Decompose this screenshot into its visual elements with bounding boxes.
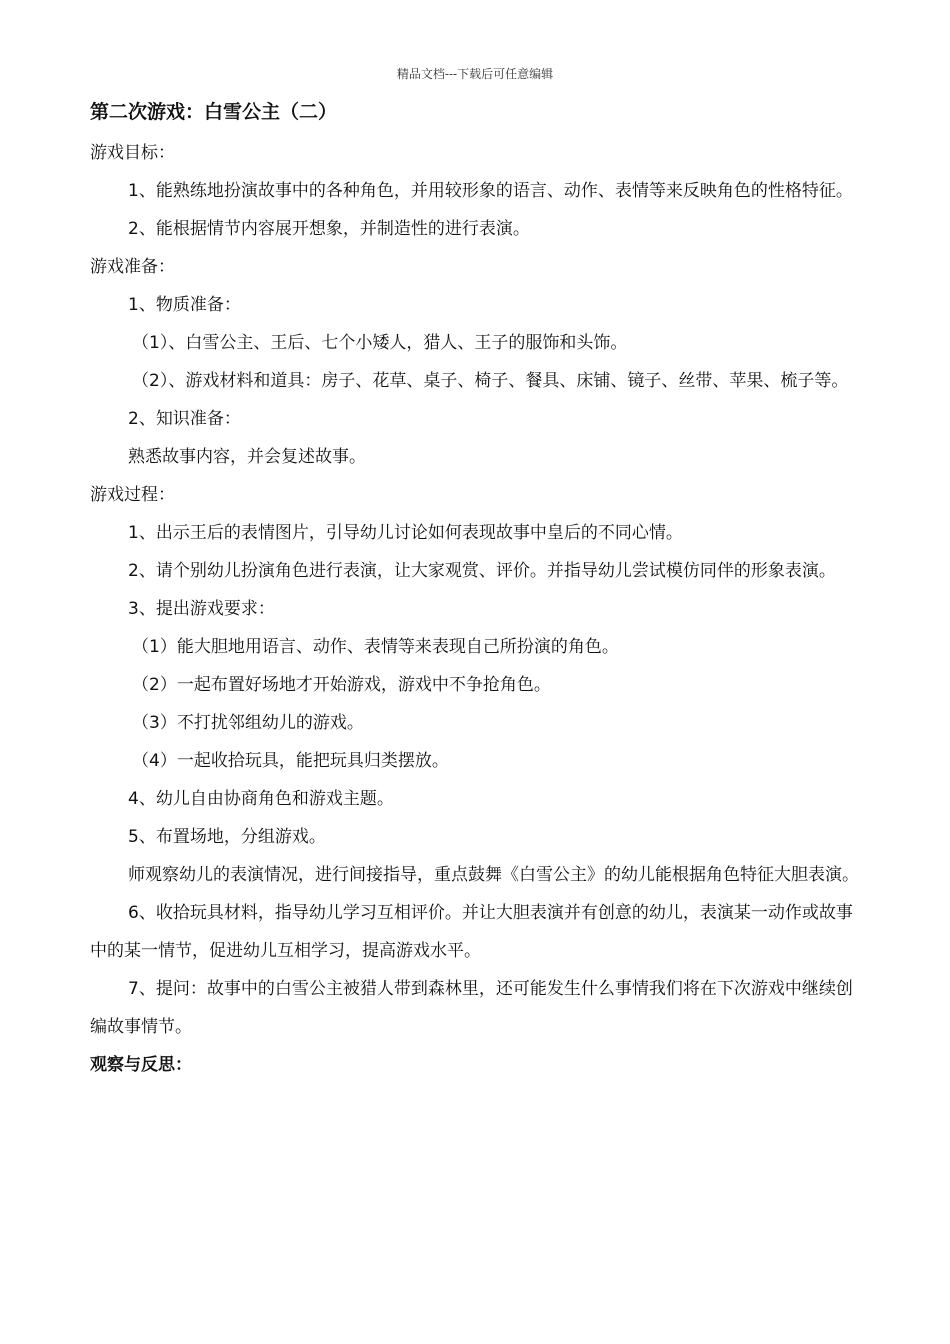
process-item-3-a: （1）能大胆地用语言、动作、表情等来表现自己所扮演的角色。 xyxy=(132,637,619,657)
process-item-7: 7、提问：故事中的白雪公主被猎人带到森林里，还可能发生什么事情我们将在下次游戏中继续创编故事情节。 xyxy=(90,979,853,1037)
reflection-heading: 观察与反思： xyxy=(90,1055,192,1075)
prep-heading: 游戏准备： xyxy=(90,257,175,277)
document-body xyxy=(90,96,862,1084)
prep-item-1: 1、物质准备： xyxy=(128,295,241,315)
process-item-5-text: 师观察幼儿的表演情况，进行间接指导，重点鼓舞《白雪公主》的幼儿能根据角色特征大胆表演。 xyxy=(128,865,859,885)
process-item-2: 2、请个别幼儿扮演角色进行表演，让大家观赏、评价。并指导幼儿尝试模仿同伴的形象表演。 xyxy=(128,561,836,581)
prep-item-2: 2、知识准备： xyxy=(128,409,241,429)
document-title: 第二次游戏：白雪公主（二） xyxy=(90,101,338,123)
prep-item-2-text: 熟悉故事内容，并会复述故事。 xyxy=(128,447,366,467)
process-item-4: 4、幼儿自由协商角色和游戏主题。 xyxy=(128,789,394,809)
process-item-5: 5、布置场地，分组游戏。 xyxy=(128,827,326,847)
process-item-6: 6、收拾玩具材料，指导幼儿学习互相评价。并让大胆表演并有创意的幼儿，表演某一动作或故事中的某一情节，促进幼儿互相学习，提高游戏水平。 xyxy=(90,903,853,961)
process-item-3-c: （3）不打扰邻组幼儿的游戏。 xyxy=(132,713,364,733)
process-item-3: 3、提出游戏要求： xyxy=(128,599,275,619)
prep-item-1-b: （2）、游戏材料和道具：房子、花草、桌子、椅子、餐具、床铺、镜子、丝带、苹果、梳子等。 xyxy=(132,371,849,391)
process-item-3-b: （2）一起布置好场地才开始游戏，游戏中不争抢角色。 xyxy=(132,675,551,695)
page-header: 精品文档---下载后可任意编辑 xyxy=(396,67,554,81)
goal-item-1: 1、能熟练地扮演故事中的各种角色，并用较形象的语言、动作、表情等来反映角色的性格特征。 xyxy=(128,181,853,201)
goal-item-2: 2、能根据情节内容展开想象，并制造性的进行表演。 xyxy=(128,219,530,239)
process-heading: 游戏过程： xyxy=(90,485,175,505)
goals-heading: 游戏目标： xyxy=(90,143,175,163)
process-item-3-d: （4）一起收拾玩具，能把玩具归类摆放。 xyxy=(132,751,449,771)
prep-item-1-a: （1）、白雪公主、王后、七个小矮人，猎人、王子的服饰和头饰。 xyxy=(132,333,628,353)
process-item-1: 1、出示王后的表情图片，引导幼儿讨论如何表现故事中皇后的不同心情。 xyxy=(128,523,683,543)
